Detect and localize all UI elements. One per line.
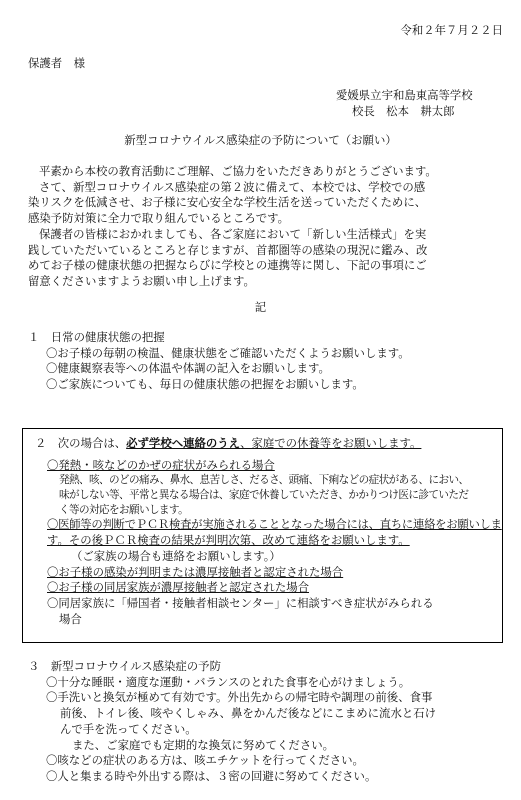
intro-line: 染リスクを低減させ、お子様に安心安全な学校生活を送っていただくために、	[28, 195, 427, 210]
symptoms-detail-line: く等の対応をお願いします。	[59, 503, 189, 516]
intro-line: 保護者の皆様におかれましても、各ご家庭において「新しい生活様式」を実	[39, 226, 427, 241]
intro-paragraphs	[28, 164, 508, 290]
section-heading: １ 日常の健康状態の把握	[28, 330, 165, 344]
list-item-continued: んで手を洗ってください。	[60, 721, 197, 736]
list-item-continued: 前後、トイレ後、咳やくしゃみ、鼻をかんだ後などにこまめに流水と石け	[60, 706, 437, 721]
heading-prefix: ２ 次の場合は、	[35, 436, 127, 450]
sender-school: 愛媛県立宇和島東高等学校	[336, 88, 473, 102]
contact-item: 〇お子様の感染が判明または濃厚接触者と認定された場合	[47, 564, 344, 579]
household-line: 〇同居家族に「帰国者・接触者相談センター」に相談すべき症状がみられる	[47, 595, 434, 610]
list-item: 〇お子様の毎朝の検温、健康状態をご確認いただくようお願いします。	[46, 345, 410, 360]
symptoms-detail-line: 味がしない等、平常と異なる場合は、家庭で休養していただき、かかりつけ医に診ていただ	[59, 489, 469, 502]
intro-line: 践していただいているところと存じますが、首都圏等の感染の現況に鑑み、改	[28, 242, 428, 257]
section-heading: ３ 新型コロナウイルス感染症の予防	[28, 659, 221, 673]
list-item: 〇人と集まる時や外出する際は、３密の回避に努めてください。	[46, 769, 377, 784]
heading-suffix: 、家庭での休養等をお願いします。	[240, 436, 422, 450]
household-line: 場合	[59, 611, 82, 626]
section-daily-health	[28, 330, 410, 393]
list-item: 〇十分な睡眠・適度な運動・バランスのとれた食事を心がけましょう。	[46, 674, 411, 689]
intro-line: 留意くださいますようお願い申し上げます。	[28, 274, 255, 289]
document-date: 令和２年７月２２日	[400, 23, 503, 37]
section-contact-school-box	[22, 428, 503, 643]
section-prevention	[28, 659, 436, 785]
pcr-line: 〇医師等の判断でＰＣＲ検査が実施されることとなった場合には、直ちに連絡をお願いしま	[47, 517, 502, 532]
sender-principal: 校長 松本 耕太郎	[352, 104, 455, 118]
list-item: 〇健康観察表等への体温や体調の記入をお願いします。	[46, 361, 330, 376]
addressee: 保護者 様	[28, 56, 85, 70]
symptoms-title: 〇発熱・咳などのかぜの症状がみられる場合	[47, 457, 275, 472]
pcr-line: す。その後ＰＣＲ検査の結果が判明次第、改めて連絡をお願いします。	[47, 533, 410, 548]
list-item: 〇ご家族についても、毎日の健康状態の把握をお願いします。	[46, 377, 364, 392]
section-heading	[35, 436, 496, 452]
contact-item: 〇お子様の同居家族が濃厚接触者と認定された場合	[47, 580, 309, 595]
list-item: 〇咳などの症状のある方は、咳エチケットを行ってください。	[46, 753, 364, 768]
list-item: 〇手洗いと換気が極めて有効です。外出先からの帰宅時や調理の前後、食事	[46, 690, 433, 705]
heading-emphasis: 必ず学校へ連絡のうえ	[126, 436, 241, 450]
intro-line: 感染予防対策に全力で取り組んでいるところです。	[28, 211, 289, 226]
pcr-note: （ご家族の場合も連絡をお願いします。）	[71, 548, 281, 563]
list-item-continued: また、ご家庭でも定期的な換気に努めてください。	[72, 737, 334, 752]
intro-line: めてお子様の健康状態の把握ならびに学校との連携等に関し、下記の事項にご	[28, 258, 427, 273]
document-title: 新型コロナウイルス感染症の予防について（お願い）	[124, 133, 397, 147]
ki-heading: 記	[254, 300, 267, 314]
intro-line: さて、新型コロナウイルス感染症の第２波に備えて、本校では、学校での感	[39, 179, 426, 194]
symptoms-detail-line: 発熱、咳、のどの痛み、鼻水、息苦しさ、だるさ、頭痛、下痢などの症状がある、におい、	[59, 474, 469, 487]
intro-line: 平素から本校の教育活動にご理解、ご協力をいただきありがとうございます。	[39, 164, 437, 178]
